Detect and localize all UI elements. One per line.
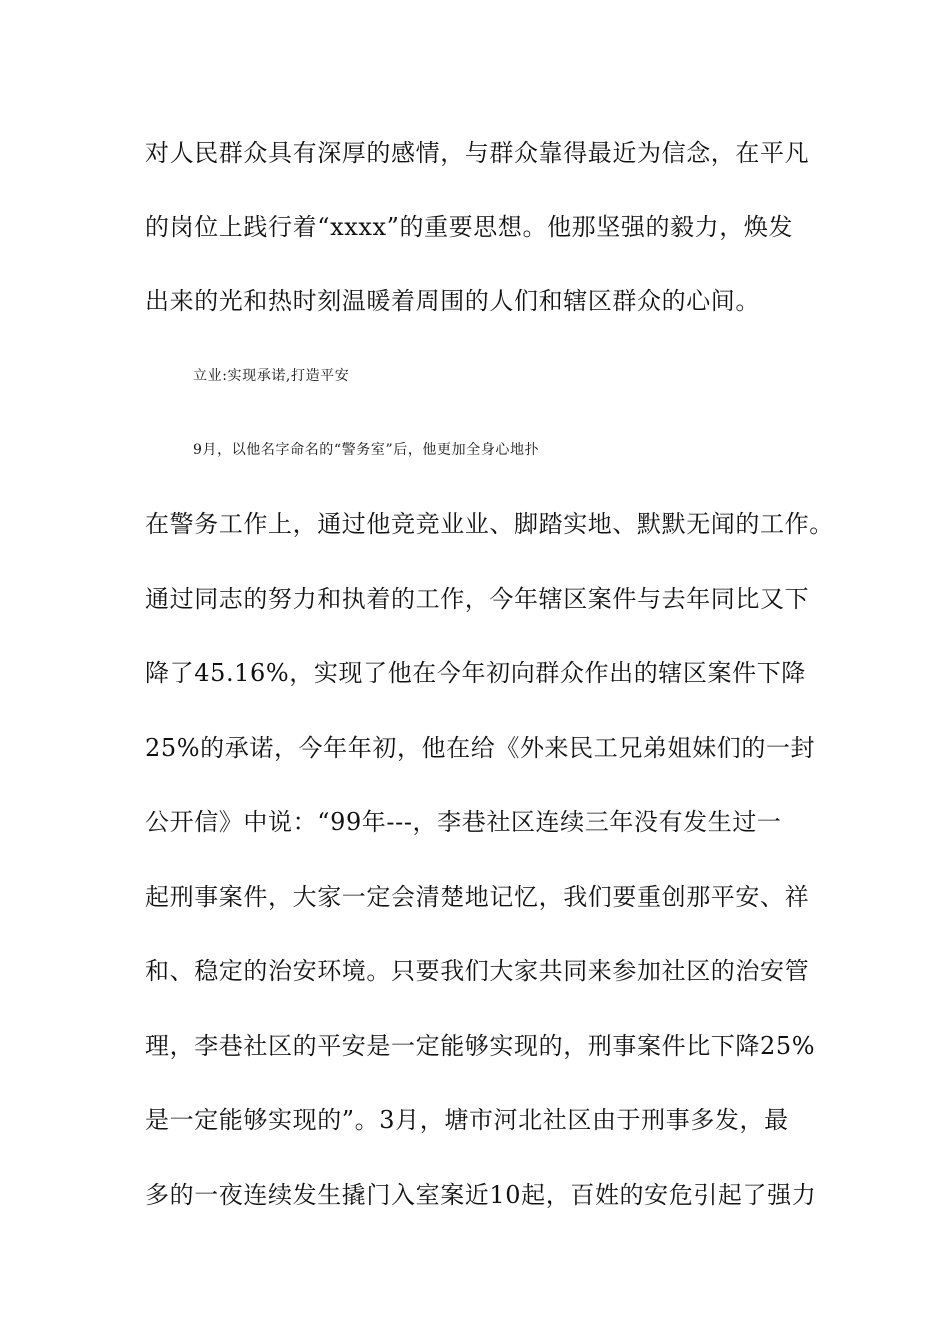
text-line-10: 公开信》中说：“99年---，李巷社区连续三年没有发生过一 — [145, 808, 782, 836]
text-line-13: 理，李巷社区的平安是一定能够实现的，刑事案件比下降25% — [145, 1032, 816, 1060]
text-line-7: 通过同志的努力和执着的工作，今年辖区案件与去年同比又下 — [145, 585, 810, 613]
text-line-5: 9月，以他名字命名的“警务室”后，他更加全身心地扑 — [193, 442, 540, 458]
section-heading: 立业:实现承诺,打造平安 — [193, 368, 350, 384]
text-line-8: 降了45.16%，实现了他在今年初向群众作出的辖区案件下降 — [145, 659, 806, 687]
text-line-15: 多的一夜连续发生撬门入室案近10起，百姓的安危引起了强力 — [145, 1181, 817, 1209]
text-line-2: 的岗位上践行着“xxxx”的重要思想。他那坚强的毅力，焕发 — [145, 213, 794, 241]
text-line-9: 25%的承诺，今年年初，他在给《外来民工兄弟姐妹们的一封 — [145, 734, 816, 762]
text-line-11: 起刑事案件，大家一定会清楚地记忆，我们要重创那平安、祥 — [145, 883, 810, 911]
text-line-14: 是一定能够实现的”。3月，塘市河北社区由于刑事多发，最 — [145, 1106, 789, 1134]
text-line-3: 出来的光和热时刻温暖着周围的人们和辖区群众的心间。 — [145, 287, 760, 315]
text-line-6: 在警务工作上，通过他竞竞业业、脚踏实地、默默无闻的工作。 — [145, 510, 834, 538]
text-line-12: 和、稳定的治安环境。只要我们大家共同来参加社区的治安管 — [145, 957, 810, 985]
text-line-1: 对人民群众具有深厚的感情，与群众靠得最近为信念，在平凡 — [145, 139, 810, 167]
